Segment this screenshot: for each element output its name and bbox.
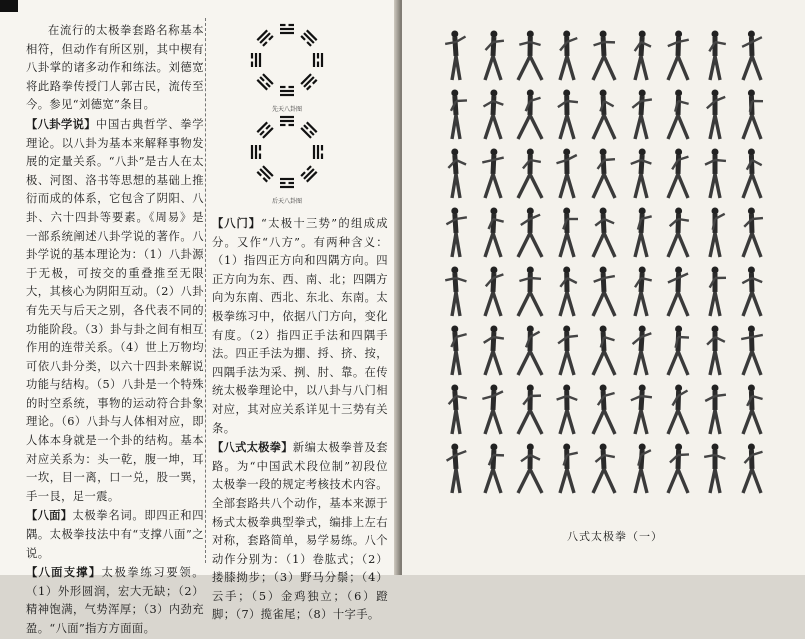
column-left <box>26 22 204 639</box>
diagram-caption: 后天八卦图 <box>232 196 342 205</box>
trigram-icon <box>280 25 294 33</box>
tai-chi-figure-photo <box>442 146 470 200</box>
tai-chi-figure-photo <box>442 87 470 141</box>
column-right <box>212 214 388 625</box>
tai-chi-figure-photo <box>664 146 692 200</box>
tai-chi-figure-photo <box>479 264 507 318</box>
photo-row <box>442 441 782 495</box>
entry-paragraph <box>212 214 388 438</box>
trigram-icon <box>257 30 273 46</box>
trigram-icon <box>280 87 294 95</box>
tai-chi-figure-photo <box>738 323 766 377</box>
tai-chi-figure-photo <box>627 205 655 259</box>
tai-chi-figure-photo <box>590 28 618 82</box>
tai-chi-figure-photo <box>627 87 655 141</box>
tai-chi-photo-grid <box>442 28 782 508</box>
tai-chi-figure-photo <box>553 441 581 495</box>
tai-chi-figure-photo <box>442 205 470 259</box>
entry-text: 中国古典哲学、拳学理论。以八卦为基本来解释事物发展的定量关系。“八卦”是古人在太极、河图、洛书等思想的基础上推衍而成的体系，它包含了阴阳、八卦、六十四卦等要素。《周易》是一部系统阐述八卦学说的著作。八卦学说的基本理论为：（1）八卦源于无极，可按交的重叠推至无限大，其核心为阴阳互动。（2）八卦有先天与后天之别，各代表不同的功能阶段。（3）卦与卦之间有相互作用的连带关系。（4）世上万物均可依八卦分类，以六十四卦来解说功能与结构。（5）八卦是一个特殊的时空系统，事物的运动符合卦象理论。（6）八卦与人体相对应，即人体本身就是一个卦的结构。基本对应关系为：头一乾，腹一坤，耳一坎，目一离，口一兑，股一巽，手一艮，足一震。 <box>26 118 204 503</box>
tai-chi-figure-photo <box>664 28 692 82</box>
tai-chi-figure-photo <box>442 28 470 82</box>
tai-chi-figure-photo <box>553 28 581 82</box>
entry-paragraph <box>212 438 388 625</box>
photo-row <box>442 146 782 200</box>
photo-row <box>442 87 782 141</box>
tai-chi-figure-photo <box>627 441 655 495</box>
tai-chi-figure-photo <box>553 205 581 259</box>
tai-chi-figure-photo <box>701 28 729 82</box>
trigram-icon <box>252 145 260 159</box>
left-page <box>0 0 402 575</box>
tai-chi-figure-photo <box>442 323 470 377</box>
tai-chi-figure-photo <box>701 323 729 377</box>
tai-chi-figure-photo <box>664 382 692 436</box>
tai-chi-figure-photo <box>590 205 618 259</box>
bagua-octagon-icon <box>232 112 342 196</box>
trigram-icon <box>252 53 260 67</box>
tai-chi-figure-photo <box>738 441 766 495</box>
prenatal-bagua-diagram <box>232 20 342 112</box>
trigram-icon <box>301 30 317 46</box>
photo-row <box>442 28 782 82</box>
entry-term: 【八面支撑】 <box>26 565 101 579</box>
tai-chi-figure-photo <box>627 146 655 200</box>
trigram-icon <box>257 166 273 182</box>
trigram-icon <box>301 166 317 182</box>
tai-chi-figure-photo <box>479 382 507 436</box>
tai-chi-figure-photo <box>479 323 507 377</box>
entry-paragraph <box>26 563 204 638</box>
tai-chi-figure-photo <box>664 264 692 318</box>
tai-chi-figure-photo <box>701 264 729 318</box>
photo-row <box>442 264 782 318</box>
tai-chi-figure-photo <box>701 441 729 495</box>
tai-chi-figure-photo <box>738 264 766 318</box>
tai-chi-figure-photo <box>738 87 766 141</box>
tai-chi-figure-photo <box>590 146 618 200</box>
tai-chi-figure-photo <box>553 323 581 377</box>
tai-chi-figure-photo <box>442 441 470 495</box>
tai-chi-figure-photo <box>590 382 618 436</box>
tai-chi-figure-photo <box>590 87 618 141</box>
tai-chi-figure-photo <box>553 87 581 141</box>
photo-row <box>442 205 782 259</box>
tai-chi-figure-photo <box>701 146 729 200</box>
postnatal-bagua-diagram <box>232 112 342 204</box>
tai-chi-figure-photo <box>738 205 766 259</box>
tai-chi-figure-photo <box>516 441 544 495</box>
column-divider <box>205 18 206 563</box>
trigram-icon <box>257 74 273 90</box>
trigram-icon <box>314 53 322 67</box>
trigram-icon <box>280 117 294 125</box>
diagram-caption: 先天八卦图 <box>232 104 342 113</box>
entry-term: 【八式太极拳】 <box>212 440 293 454</box>
tai-chi-figure-photo <box>738 28 766 82</box>
figure-caption: 八式太极拳（一） <box>540 528 690 544</box>
tai-chi-figure-photo <box>479 87 507 141</box>
tai-chi-figure-photo <box>553 264 581 318</box>
entry-paragraph <box>26 115 204 506</box>
tai-chi-figure-photo <box>516 264 544 318</box>
photo-row <box>442 382 782 436</box>
tai-chi-figure-photo <box>590 441 618 495</box>
entry-text: “太极十三势”的组成成分。又作“八方”。有两种含义：（1）指四正方向和四隅方向。四正方向为东、西、南、北；四隅方向为东南、西北、东北、东南。太极拳练习中，依据八门方向，变化有度。（2）指四正手法和四隅手法。四正手法为掤、捋、挤、按，四隅手法为采、挒、肘、靠。在传统太极拳理论中，以八卦与八门相对应，其对应关系详见十三势有关条。 <box>212 217 388 435</box>
tai-chi-figure-photo <box>664 205 692 259</box>
entry-text: 在流行的太极拳套路名称基本相符，但动作有所区别，其中楔有八卦掌的诸多动作和练法。刘德宽将此路拳传授门人郭古民，流传至今。参见“刘德宽”条目。 <box>26 24 204 111</box>
tai-chi-figure-photo <box>553 382 581 436</box>
page-corner-marker <box>0 0 18 12</box>
tai-chi-figure-photo <box>738 146 766 200</box>
photo-row <box>442 323 782 377</box>
right-page <box>402 0 805 575</box>
tai-chi-figure-photo <box>590 323 618 377</box>
tai-chi-figure-photo <box>553 146 581 200</box>
trigram-icon <box>314 145 322 159</box>
tai-chi-figure-photo <box>701 382 729 436</box>
trigram-icon <box>301 74 317 90</box>
entry-text: 太极拳练习要领。（1）外形圆润，宏大无缺；（2）精神饱满，气势浑厚；（3）内劲充盈。“八面”指方方面面。 <box>26 566 204 635</box>
tai-chi-figure-photo <box>479 441 507 495</box>
entry-term: 【八面】 <box>26 508 72 522</box>
tai-chi-figure-photo <box>516 87 544 141</box>
tai-chi-figure-photo <box>664 87 692 141</box>
tai-chi-figure-photo <box>627 382 655 436</box>
entry-paragraph <box>26 506 204 563</box>
bagua-octagon-icon <box>232 20 342 104</box>
tai-chi-figure-photo <box>516 323 544 377</box>
tai-chi-figure-photo <box>479 28 507 82</box>
entry-text: 太极拳名词。即四正和四隅。太极拳技法中有“支撑八面”之说。 <box>26 509 204 559</box>
tai-chi-figure-photo <box>738 382 766 436</box>
tai-chi-figure-photo <box>627 323 655 377</box>
tai-chi-figure-photo <box>516 205 544 259</box>
tai-chi-figure-photo <box>627 264 655 318</box>
tai-chi-figure-photo <box>479 205 507 259</box>
tai-chi-figure-photo <box>701 205 729 259</box>
trigram-icon <box>301 122 317 138</box>
entry-text: 新编太极拳普及套路。为“中国武术段位制”初段位太极拳一段的规定考核技术内容。全部套路共八个动作，基本来源于杨式太极拳典型拳式，编排上左右对称，套路简单，易学易练。八个动作分别为：（1）卷肱式；（2）搂膝拗步；（3）野马分鬃；（4）云手；（5）金鸡独立；（6）蹬脚；（7）揽雀尾；（8）十字手。 <box>212 441 388 621</box>
entry-term: 【八门】 <box>212 216 261 230</box>
trigram-icon <box>280 179 294 187</box>
tai-chi-figure-photo <box>590 264 618 318</box>
tai-chi-figure-photo <box>479 146 507 200</box>
tai-chi-figure-photo <box>516 146 544 200</box>
trigram-icon <box>257 122 273 138</box>
tai-chi-figure-photo <box>442 382 470 436</box>
tai-chi-figure-photo <box>701 87 729 141</box>
tai-chi-figure-photo <box>664 323 692 377</box>
entry-term: 【八卦学说】 <box>26 117 96 131</box>
tai-chi-figure-photo <box>664 441 692 495</box>
tai-chi-figure-photo <box>516 28 544 82</box>
tai-chi-figure-photo <box>627 28 655 82</box>
tai-chi-figure-photo <box>516 382 544 436</box>
tai-chi-figure-photo <box>442 264 470 318</box>
entry-paragraph <box>26 22 204 115</box>
